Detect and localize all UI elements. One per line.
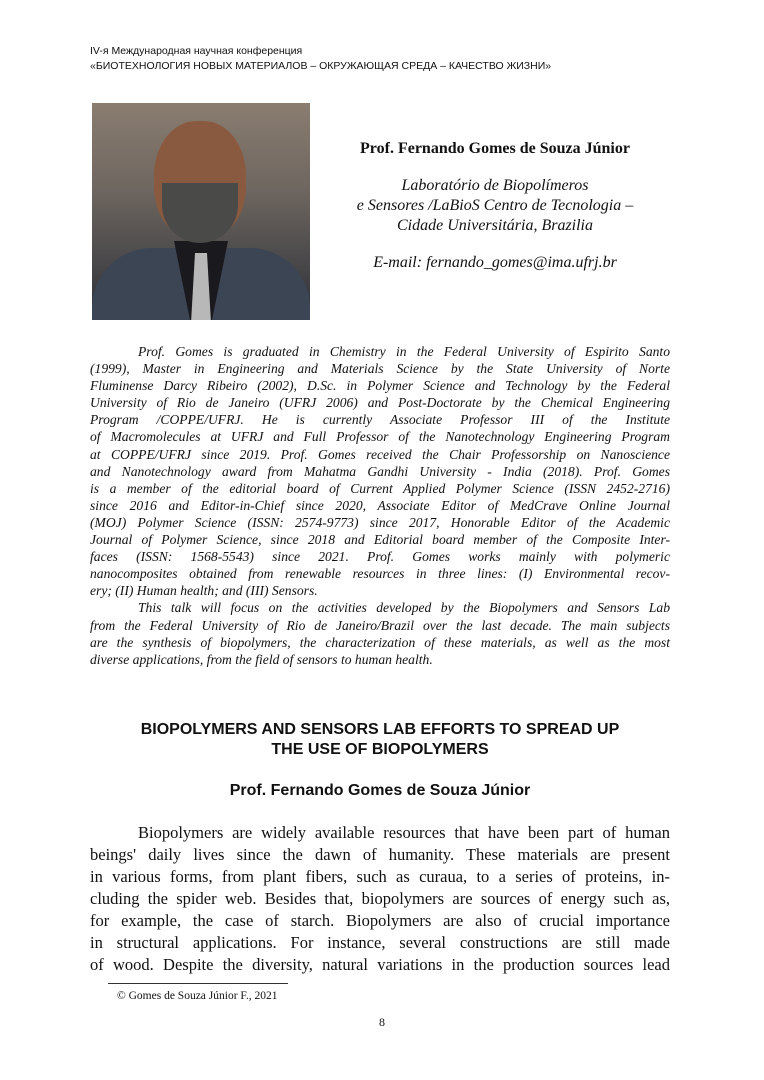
affiliation-line: Cidade Universitária, Brazilia	[397, 217, 593, 234]
article-title	[90, 720, 670, 760]
text-line: is a member of the editorial board of Current Applied Polymer Science (ISSN 2452-2716)	[90, 480, 670, 496]
text-line: in structural applications. For instance, several constructions are still made	[90, 933, 670, 952]
conference-header-line1: IV-я Международная научная конференция	[90, 45, 303, 57]
text-line: cluding the spider web. Besides that, biopolymers are sources of energy such as,	[90, 889, 670, 908]
author-biography	[90, 343, 670, 668]
conference-header-line2: «БИОТЕХНОЛОГИЯ НОВЫХ МАТЕРИАЛОВ – ОКРУЖАЮЩАЯ СРЕДА – КАЧЕСТВО ЖИЗНИ»	[90, 60, 552, 72]
text-line: (MOJ) Polymer Science (ISSN: 2574-9773) since 2017, Honorable Editor of the Academic	[90, 514, 670, 530]
title-line: THE USE OF BIOPOLYMERS	[271, 741, 489, 758]
author-email: E-mail: fernando_gomes@ima.ufrj.br	[373, 254, 617, 271]
text-line: faces (ISSN: 1568-5543) since 2021. Prof. Gomes works mainly with polymeric	[90, 549, 670, 565]
page-number: 8	[379, 1015, 385, 1029]
author-name: Prof. Fernando Gomes de Souza Júnior	[360, 140, 630, 157]
text-line: nanocomposites obtained from renewable resources in three lines: (I) Environmental recov-	[90, 566, 670, 582]
text-line: for example, the case of starch. Biopolymers are also of crucial importance	[90, 911, 670, 930]
text-line: University of Rio de Janeiro (UFRJ 2006) and Post-Doctorate by the Chemical Engineering	[90, 395, 670, 411]
text-line: of Macromolecules at UFRJ and Full Professor of the Nanotechnology Engineering Program	[90, 429, 670, 445]
author-affiliation	[330, 176, 660, 236]
text-line: of wood. Despite the diversity, natural variations in the production sources lead	[90, 955, 670, 974]
text-line: Biopolymers are widely available resources that have been part of human	[138, 823, 670, 842]
footnote: © Gomes de Souza Júnior F., 2021	[117, 990, 278, 1002]
author-info	[330, 140, 660, 272]
text-line: beings' daily lives since the dawn of humanity. These materials are present	[90, 845, 670, 864]
text-line: This talk will focus on the activities developed by the Biopolymers and Sensors Lab	[138, 600, 670, 616]
text-line: ery; (II) Human health; and (III) Sensors.	[90, 583, 318, 599]
article-body	[90, 822, 670, 976]
text-line: Program /COPPE/UFRJ. He is currently Associate Professor III of the Institute	[90, 412, 670, 428]
text-line: since 2016 and Editor-in-Chief since 2020, Associate Editor of MedCrave Online Journal	[90, 497, 670, 513]
text-line: in various forms, from plant fibers, such as curaua, to a series of proteins, in-	[90, 867, 670, 886]
title-line: BIOPOLYMERS AND SENSORS LAB EFFORTS TO SPREAD UP	[140, 721, 620, 738]
text-line: diverse applications, from the field of sensors to human health.	[90, 651, 433, 667]
text-line: Fluminense Darcy Ribeiro (2002), D.Sc. in Polymer Science and Technology by the Federal	[90, 378, 670, 394]
text-line: are the synthesis of biopolymers, the characterization of these materials, as well as the most	[90, 634, 670, 650]
affiliation-line: e Sensores /LaBioS Centro de Tecnologia –	[356, 197, 634, 214]
conference-header	[90, 44, 551, 74]
text-line: Journal of Polymer Science, since 2018 and Editorial board member of the Composite Inter-	[90, 532, 670, 548]
text-line: (1999), Master in Engineering and Materials Science by the State University of Norte	[90, 361, 670, 377]
article-author: Prof. Fernando Gomes de Souza Júnior	[229, 782, 531, 799]
footnote-divider	[108, 983, 288, 984]
text-line: Prof. Gomes is graduated in Chemistry in the Federal University of Espirito Santo	[138, 344, 670, 359]
text-line: from the Federal University of Rio de Janeiro/Brazil over the last decade. The main subjects	[90, 617, 670, 633]
text-line: at COPPE/UFRJ since 2019. Prof. Gomes received the Chair Professorship on Nanoscience	[90, 446, 670, 462]
author-photo	[92, 103, 310, 320]
affiliation-line: Laboratório de Biopolímeros	[401, 177, 589, 194]
text-line: and Nanotechnology award from Mahatma Gandhi University - India (2018). Prof. Gomes	[90, 463, 670, 479]
